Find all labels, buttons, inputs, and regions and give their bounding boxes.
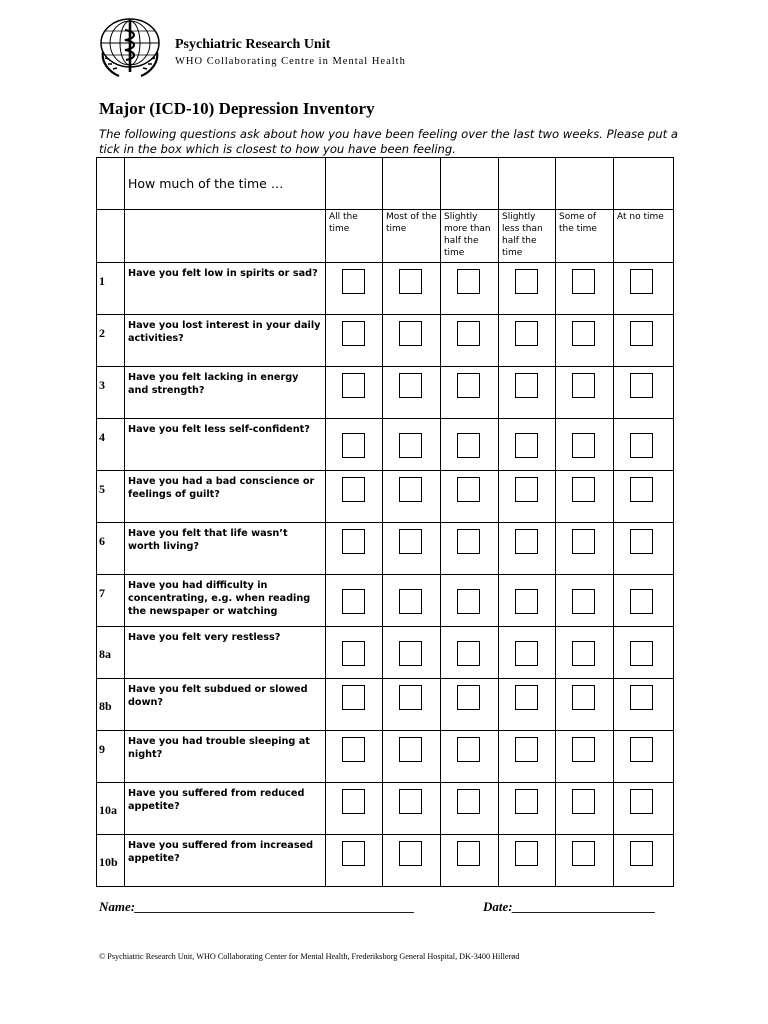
question-row xyxy=(97,263,674,315)
instructions-text: The following questions ask about how you have been feeling over the last two weeks. Please put a tick in the box which is closest to how you have been feeling. xyxy=(99,127,678,156)
answer-checkbox[interactable] xyxy=(572,737,595,762)
column-label: All the time xyxy=(329,212,358,234)
answer-checkbox[interactable] xyxy=(515,685,538,710)
answer-checkbox[interactable] xyxy=(630,789,653,814)
answer-checkbox[interactable] xyxy=(399,841,422,866)
answer-checkbox[interactable] xyxy=(515,529,538,554)
prompt-cell xyxy=(125,158,326,210)
answer-checkbox[interactable] xyxy=(342,789,365,814)
answer-checkbox[interactable] xyxy=(572,841,595,866)
answer-checkbox[interactable] xyxy=(342,841,365,866)
answer-checkbox[interactable] xyxy=(515,321,538,346)
answer-checkbox[interactable] xyxy=(630,529,653,554)
answer-checkbox[interactable] xyxy=(630,685,653,710)
answer-checkbox[interactable] xyxy=(399,529,422,554)
question-text: Have you lost interest in your daily activities? xyxy=(128,320,321,344)
answer-checkbox[interactable] xyxy=(457,789,480,814)
table-header-row xyxy=(97,158,674,210)
answer-checkbox[interactable] xyxy=(630,321,653,346)
question-row xyxy=(97,783,674,835)
question-number: 10b xyxy=(99,855,118,869)
org-subtitle: WHO Collaborating Centre in Mental Health xyxy=(175,56,406,67)
question-number: 5 xyxy=(99,482,105,496)
answer-checkbox[interactable] xyxy=(342,433,365,458)
question-text: Have you felt lacking in energy and strength? xyxy=(128,372,299,396)
question-row xyxy=(97,575,674,627)
answer-checkbox[interactable] xyxy=(399,589,422,614)
question-text: Have you had trouble sleeping at night? xyxy=(128,736,310,760)
answer-checkbox[interactable] xyxy=(515,477,538,502)
question-text: Have you felt low in spirits or sad? xyxy=(128,268,318,279)
question-row xyxy=(97,315,674,367)
answer-checkbox[interactable] xyxy=(572,641,595,666)
answer-checkbox[interactable] xyxy=(630,477,653,502)
answer-checkbox[interactable] xyxy=(342,589,365,614)
answer-checkbox[interactable] xyxy=(572,685,595,710)
answer-checkbox[interactable] xyxy=(515,737,538,762)
question-number: 4 xyxy=(99,430,105,444)
answer-checkbox[interactable] xyxy=(572,321,595,346)
question-text: Have you felt very restless? xyxy=(128,632,281,643)
question-number: 3 xyxy=(99,378,105,392)
question-row xyxy=(97,679,674,731)
question-number: 2 xyxy=(99,326,105,340)
how-much-prompt: How much of the time … xyxy=(128,176,284,191)
answer-checkbox[interactable] xyxy=(457,477,480,502)
copyright-text: © Psychiatric Research Unit, WHO Collaborating Center for Mental Health, Frederiksborg General Hospital, DK-3400 Hillerød xyxy=(99,952,520,961)
question-number: 6 xyxy=(99,534,105,548)
column-label: Some of the time xyxy=(559,212,597,234)
answer-checkbox[interactable] xyxy=(399,685,422,710)
answer-checkbox[interactable] xyxy=(342,269,365,294)
answer-checkbox[interactable] xyxy=(342,529,365,554)
question-number: 1 xyxy=(99,274,105,288)
answer-checkbox[interactable] xyxy=(399,373,422,398)
answer-checkbox[interactable] xyxy=(515,841,538,866)
answer-checkbox[interactable] xyxy=(572,269,595,294)
answer-checkbox[interactable] xyxy=(515,641,538,666)
answer-checkbox[interactable] xyxy=(457,685,480,710)
answer-checkbox[interactable] xyxy=(572,789,595,814)
answer-checkbox[interactable] xyxy=(630,841,653,866)
column-labels-row xyxy=(97,210,674,263)
answer-checkbox[interactable] xyxy=(399,321,422,346)
question-number: 10a xyxy=(99,803,117,817)
question-text: Have you felt subdued or slowed down? xyxy=(128,684,308,708)
answer-checkbox[interactable] xyxy=(457,373,480,398)
answer-checkbox[interactable] xyxy=(572,477,595,502)
answer-checkbox[interactable] xyxy=(515,269,538,294)
answer-checkbox[interactable] xyxy=(630,737,653,762)
answer-checkbox[interactable] xyxy=(399,737,422,762)
question-text: Have you suffered from reduced appetite? xyxy=(128,788,305,812)
answer-checkbox[interactable] xyxy=(457,321,480,346)
answer-checkbox[interactable] xyxy=(342,641,365,666)
column-label: Most of the time xyxy=(386,212,437,234)
question-text: Have you felt that life wasn’t worth living? xyxy=(128,528,288,552)
answer-checkbox[interactable] xyxy=(342,477,365,502)
answer-checkbox[interactable] xyxy=(572,589,595,614)
answer-checkbox[interactable] xyxy=(630,433,653,458)
answer-checkbox[interactable] xyxy=(630,269,653,294)
org-name: Psychiatric Research Unit xyxy=(175,37,331,52)
answer-checkbox[interactable] xyxy=(515,589,538,614)
question-row xyxy=(97,731,674,783)
question-row xyxy=(97,835,674,887)
answer-checkbox[interactable] xyxy=(572,529,595,554)
answer-checkbox[interactable] xyxy=(399,269,422,294)
answer-checkbox[interactable] xyxy=(457,269,480,294)
inventory-table xyxy=(96,157,674,887)
question-row xyxy=(97,471,674,523)
answer-checkbox[interactable] xyxy=(515,789,538,814)
empty-cell xyxy=(97,158,125,210)
page-title: Major (ICD-10) Depression Inventory xyxy=(99,99,375,118)
answer-checkbox[interactable] xyxy=(342,321,365,346)
answer-checkbox[interactable] xyxy=(399,477,422,502)
answer-checkbox[interactable] xyxy=(457,737,480,762)
answer-checkbox[interactable] xyxy=(399,641,422,666)
question-row xyxy=(97,419,674,471)
answer-checkbox[interactable] xyxy=(572,373,595,398)
answer-checkbox[interactable] xyxy=(457,433,480,458)
name-field[interactable]: Name:___________________________________________ xyxy=(99,899,415,914)
answer-checkbox[interactable] xyxy=(630,641,653,666)
answer-checkbox[interactable] xyxy=(457,529,480,554)
question-row xyxy=(97,523,674,575)
answer-checkbox[interactable] xyxy=(572,433,595,458)
answer-checkbox[interactable] xyxy=(630,589,653,614)
answer-checkbox[interactable] xyxy=(399,789,422,814)
answer-checkbox[interactable] xyxy=(457,841,480,866)
answer-checkbox[interactable] xyxy=(457,641,480,666)
date-field[interactable]: Date:______________________ xyxy=(483,899,656,914)
answer-checkbox[interactable] xyxy=(342,737,365,762)
question-number: 8b xyxy=(99,699,112,713)
column-label: At no time xyxy=(617,212,664,222)
answer-checkbox[interactable] xyxy=(342,685,365,710)
question-number: 8a xyxy=(99,647,111,661)
answer-checkbox[interactable] xyxy=(457,589,480,614)
question-text: Have you suffered from increased appetite? xyxy=(128,840,314,864)
answer-checkbox[interactable] xyxy=(342,373,365,398)
answer-checkbox[interactable] xyxy=(630,373,653,398)
answer-checkbox[interactable] xyxy=(515,433,538,458)
who-emblem-icon xyxy=(99,16,161,78)
column-label: Slightly more than half the time xyxy=(444,212,491,258)
question-text: Have you felt less self-confident? xyxy=(128,424,310,435)
answer-checkbox[interactable] xyxy=(515,373,538,398)
answer-checkbox[interactable] xyxy=(399,433,422,458)
column-label: Slightly less than half the time xyxy=(502,212,543,258)
question-row xyxy=(97,367,674,419)
question-number: 9 xyxy=(99,742,105,756)
question-text: Have you had difficulty in concentrating, e.g. when reading the newspaper or watching xyxy=(128,580,311,617)
question-number: 7 xyxy=(99,586,105,600)
question-row xyxy=(97,627,674,679)
question-text: Have you had a bad conscience or feelings of guilt? xyxy=(128,476,315,500)
